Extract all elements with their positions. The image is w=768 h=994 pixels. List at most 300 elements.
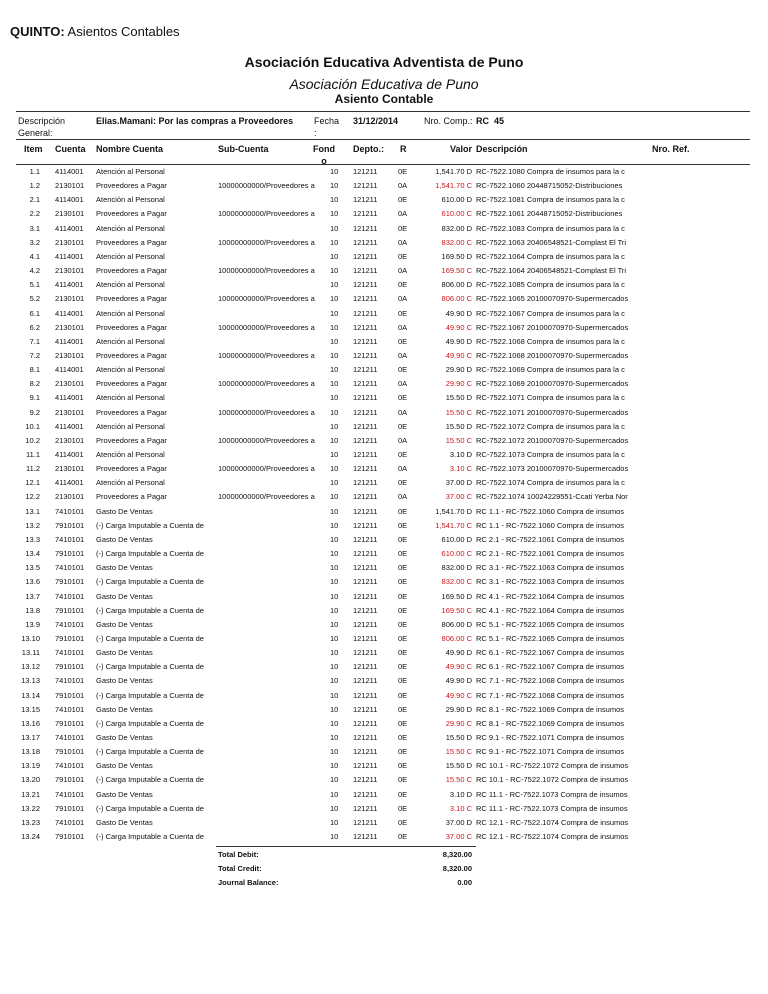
cell-valor: 29.90 C: [445, 718, 472, 728]
cell-r: 0E: [398, 718, 408, 728]
cell-depto: 121211: [353, 803, 378, 813]
table-row: [0, 816, 768, 830]
cell-r: 0A: [398, 209, 408, 219]
col-cuenta: Cuenta: [55, 144, 86, 154]
cell-valor: 49.90 C: [445, 322, 472, 332]
cell-nombre: (-) Carga Imputable a Cuenta de: [96, 747, 204, 757]
cell-depto: 121211: [353, 478, 378, 488]
cell-item: 13.15: [21, 704, 40, 714]
cell-descripcion: RC 9.1 - RC-7522.1071 Compra de insumos: [476, 733, 624, 742]
cell-fondo: 10: [330, 280, 339, 290]
cell-fondo: 10: [330, 803, 339, 813]
cell-item: 8.1: [29, 365, 40, 375]
cell-r: 0E: [398, 690, 408, 700]
cell-r: 0E: [398, 336, 408, 346]
cell-depto: 121211: [353, 280, 378, 290]
cell-item: 13.5: [25, 563, 40, 573]
cell-nombre: Gasto De Ventas: [96, 676, 153, 686]
cell-depto: 121211: [353, 619, 378, 629]
table-row: [0, 476, 768, 490]
cell-nombre: Atención al Personal: [96, 393, 165, 403]
cell-item: 1.1: [29, 167, 40, 176]
cell-descripcion: RC 9.1 - RC-7522.1071 Compra de insumos: [476, 747, 624, 757]
cell-valor: 49.90 C: [445, 350, 472, 360]
cell-r: 0E: [398, 733, 408, 742]
section-label: [10, 24, 180, 39]
cell-nombre: Proveedores a Pagar: [96, 209, 167, 219]
table-row: [0, 689, 768, 703]
cell-item: 10.2: [25, 435, 40, 445]
cell-cuenta: 2130101: [55, 237, 85, 247]
cell-valor: 832.00 D: [441, 563, 472, 573]
cell-nombre: Atención al Personal: [96, 280, 165, 290]
table-row: [0, 519, 768, 533]
fecha-value: 31/12/2014: [353, 116, 399, 126]
cell-depto: 121211: [353, 322, 378, 332]
cell-depto: 121211: [353, 421, 378, 431]
table-row: [0, 773, 768, 787]
cell-fondo: 10: [330, 478, 339, 488]
cell-valor: 806.00 C: [441, 633, 472, 643]
cell-valor: 29.90 D: [445, 704, 472, 714]
table-row: [0, 406, 768, 420]
cell-fondo: 10: [330, 492, 339, 502]
cell-depto: 121211: [353, 549, 378, 559]
cell-descripcion: RC-7522.1063 20406548521-Complast El Tri: [476, 237, 627, 247]
cell-item: 13.7: [25, 591, 40, 601]
cell-valor: 832.00 C: [441, 577, 472, 587]
cell-fondo: 10: [330, 747, 339, 757]
cell-depto: 121211: [353, 520, 378, 530]
cell-cuenta: 7910101: [55, 577, 85, 587]
cell-depto: 121211: [353, 633, 378, 643]
cell-valor: 3.10 C: [449, 803, 472, 813]
cell-descripcion: RC-7522.1071 20100070970-Supermercados: [476, 407, 629, 417]
col-item: Item: [24, 144, 43, 154]
cell-descripcion: RC 8.1 - RC-7522.1069 Compra de insumos: [476, 704, 624, 714]
cell-cuenta: 7410101: [55, 733, 85, 742]
cell-cuenta: 2130101: [55, 209, 85, 219]
table-row: [0, 448, 768, 462]
cell-fondo: 10: [330, 350, 339, 360]
cell-depto: 121211: [353, 690, 378, 700]
organization-name: Asociación Educativa Adventista de Puno: [244, 54, 524, 70]
cell-depto: 121211: [353, 761, 378, 771]
table-row: [0, 307, 768, 321]
cell-cuenta: 4114001: [55, 308, 84, 318]
cell-r: 0E: [398, 223, 408, 233]
table-row: [0, 335, 768, 349]
cell-valor: 49.90 C: [445, 662, 472, 672]
cell-item: 12.1: [25, 478, 40, 488]
cell-descripcion: RC-7522.1067 Compra de insumos para la c: [476, 308, 625, 318]
cell-depto: 121211: [353, 662, 378, 672]
cell-item: 13.11: [21, 648, 40, 658]
cell-cuenta: 7910101: [55, 662, 85, 672]
cell-r: 0A: [398, 435, 408, 445]
cell-r: 0E: [398, 747, 408, 757]
cell-valor: 49.90 D: [445, 336, 472, 346]
cell-subcuenta: 10000000000/Proveedores a: [218, 181, 315, 191]
cell-r: 0A: [398, 492, 408, 502]
cell-descripcion: RC-7522.1061 20448715052-Distribuciones: [476, 209, 623, 219]
cell-nombre: (-) Carga Imputable a Cuenta de: [96, 662, 204, 672]
cell-r: 0A: [398, 266, 408, 276]
cell-depto: 121211: [353, 294, 378, 304]
table-row: [0, 292, 768, 306]
table-row: [0, 788, 768, 802]
cell-depto: 121211: [353, 718, 378, 728]
cell-descripcion: RC 4.1 - RC-7522.1064 Compra de insumos: [476, 605, 624, 615]
cell-depto: 121211: [353, 237, 378, 247]
cell-depto: 121211: [353, 789, 378, 799]
cell-cuenta: 4114001: [55, 336, 84, 346]
cell-subcuenta: 10000000000/Proveedores a: [218, 492, 315, 502]
cell-valor: 37.00 C: [445, 832, 472, 842]
cell-descripcion: RC 10.1 - RC-7522.1072 Compra de insumos: [476, 761, 629, 771]
cell-valor: 15.50 C: [445, 775, 472, 785]
cell-item: 7.2: [29, 350, 40, 360]
cell-fondo: 10: [330, 817, 339, 827]
cell-descripcion: RC 5.1 - RC-7522.1065 Compra de insumos: [476, 633, 624, 643]
cell-nombre: (-) Carga Imputable a Cuenta de: [96, 577, 204, 587]
table-row: [0, 462, 768, 476]
cell-nombre: Proveedores a Pagar: [96, 464, 167, 474]
cell-nombre: Proveedores a Pagar: [96, 181, 167, 191]
table-row: [0, 632, 768, 646]
cell-fondo: 10: [330, 237, 339, 247]
cell-nombre: Atención al Personal: [96, 251, 165, 261]
cell-valor: 1,541.70 C: [435, 181, 472, 191]
cell-valor: 15.50 D: [445, 761, 472, 771]
cell-depto: 121211: [353, 450, 378, 459]
total-debit-value: 8,320.00: [442, 850, 472, 859]
cell-depto: 121211: [353, 167, 378, 176]
cell-depto: 121211: [353, 648, 378, 658]
cell-fondo: 10: [330, 676, 339, 686]
cell-item: 13.14: [21, 690, 40, 700]
cell-cuenta: 7410101: [55, 648, 85, 658]
cell-r: 0E: [398, 591, 408, 601]
cell-depto: 121211: [353, 251, 378, 261]
cell-item: 13.3: [25, 534, 40, 544]
cell-descripcion: RC-7522.1073 20100070970-Supermercados: [476, 464, 629, 474]
cell-r: 0E: [398, 478, 408, 488]
cell-descripcion: RC 3.1 - RC-7522.1063 Compra de insumos: [476, 563, 624, 573]
cell-cuenta: 7410101: [55, 676, 85, 686]
cell-nombre: Proveedores a Pagar: [96, 322, 167, 332]
table-row: [0, 434, 768, 448]
cell-cuenta: 2130101: [55, 407, 85, 417]
cell-r: 0E: [398, 520, 408, 530]
cell-item: 4.1: [29, 251, 40, 261]
cell-cuenta: 7410101: [55, 817, 85, 827]
cell-item: 6.2: [29, 322, 40, 332]
cell-nombre: Proveedores a Pagar: [96, 435, 167, 445]
cell-descripcion: RC 6.1 - RC-7522.1067 Compra de insumos: [476, 648, 624, 658]
cell-depto: 121211: [353, 336, 378, 346]
cell-descripcion: RC-7522.1067 20100070970-Supermercados: [476, 322, 629, 332]
cell-descripcion: RC-7522.1081 Compra de insumos para la c: [476, 195, 625, 205]
cell-item: 10.1: [25, 421, 40, 431]
cell-depto: 121211: [353, 733, 378, 742]
cell-item: 9.2: [29, 407, 40, 417]
cell-nombre: (-) Carga Imputable a Cuenta de: [96, 633, 204, 643]
cell-subcuenta: 10000000000/Proveedores a: [218, 237, 315, 247]
cell-valor: 169.50 D: [441, 591, 472, 601]
cell-nombre: Proveedores a Pagar: [96, 492, 167, 502]
cell-item: 2.1: [29, 195, 40, 205]
cell-fondo: 10: [330, 718, 339, 728]
cell-item: 9.1: [29, 393, 40, 403]
cell-subcuenta: 10000000000/Proveedores a: [218, 209, 315, 219]
cell-r: 0A: [398, 237, 408, 247]
cell-item: 13.6: [25, 577, 40, 587]
cell-depto: 121211: [353, 223, 378, 233]
cell-descripcion: RC-7522.1065 20100070970-Supermercados: [476, 294, 629, 304]
cell-descripcion: RC-7522.1064 20406548521-Complast El Tri: [476, 266, 627, 276]
cell-subcuenta: 10000000000/Proveedores a: [218, 435, 315, 445]
cell-cuenta: 4114001: [55, 167, 84, 176]
cell-subcuenta: 10000000000/Proveedores a: [218, 266, 315, 276]
cell-fondo: 10: [330, 704, 339, 714]
cell-cuenta: 2130101: [55, 322, 85, 332]
cell-depto: 121211: [353, 365, 378, 375]
cell-cuenta: 4114001: [55, 223, 84, 233]
cell-valor: 610.00 D: [441, 534, 472, 544]
cell-r: 0E: [398, 775, 408, 785]
table-row: [0, 363, 768, 377]
cell-fondo: 10: [330, 520, 339, 530]
col-descripcion: Descripción: [476, 144, 528, 154]
cell-depto: 121211: [353, 775, 378, 785]
cell-item: 11.2: [25, 464, 40, 474]
cell-item: 13.10: [21, 633, 40, 643]
cell-fondo: 10: [330, 450, 339, 459]
cell-cuenta: 2130101: [55, 181, 85, 191]
cell-valor: 15.50 C: [445, 407, 472, 417]
cell-valor: 15.50 C: [445, 747, 472, 757]
cell-cuenta: 4114001: [55, 450, 84, 459]
cell-cuenta: 2130101: [55, 266, 85, 276]
col-fondo: Fond o: [313, 144, 335, 166]
cell-nombre: Atención al Personal: [96, 195, 165, 205]
cell-valor: 806.00 D: [441, 619, 472, 629]
cell-nombre: Atención al Personal: [96, 336, 165, 346]
header-rule: [16, 139, 750, 140]
cell-item: 3.1: [29, 223, 40, 233]
cell-item: 1.2: [29, 181, 40, 191]
cell-item: 8.2: [29, 379, 40, 389]
table-row: [0, 420, 768, 434]
table-row: [0, 575, 768, 589]
cell-item: 7.1: [29, 336, 40, 346]
cell-nombre: Gasto De Ventas: [96, 563, 153, 573]
cell-item: 2.2: [29, 209, 40, 219]
cell-fondo: 10: [330, 789, 339, 799]
cell-cuenta: 7910101: [55, 747, 85, 757]
cell-nombre: Gasto De Ventas: [96, 534, 153, 544]
cell-valor: 15.50 D: [445, 733, 472, 742]
cell-nombre: Atención al Personal: [96, 450, 165, 459]
cell-r: 0A: [398, 181, 408, 191]
cell-depto: 121211: [353, 704, 378, 714]
cell-descripcion: RC 11.1 - RC-7522.1073 Compra de insumos: [476, 789, 628, 799]
cell-cuenta: 7410101: [55, 506, 85, 516]
cell-depto: 121211: [353, 435, 378, 445]
cell-descripcion: RC-7522.1071 Compra de insumos para la c: [476, 393, 625, 403]
table-row: [0, 207, 768, 221]
table-row: [0, 590, 768, 604]
cell-r: 0E: [398, 421, 408, 431]
cell-depto: 121211: [353, 676, 378, 686]
cell-r: 0E: [398, 393, 408, 403]
cell-cuenta: 4114001: [55, 251, 84, 261]
table-row: [0, 561, 768, 575]
cell-item: 13.16: [21, 718, 40, 728]
cell-depto: 121211: [353, 209, 378, 219]
cell-r: 0E: [398, 761, 408, 771]
cell-fondo: 10: [330, 633, 339, 643]
table-row: [0, 490, 768, 504]
cell-fondo: 10: [330, 832, 339, 842]
cell-cuenta: 2130101: [55, 464, 85, 474]
cell-subcuenta: 10000000000/Proveedores a: [218, 407, 315, 417]
cell-depto: 121211: [353, 817, 378, 827]
description-value: Elias.Mamani: Por las compras a Proveedores: [96, 116, 294, 126]
section-label-text: Asientos Contables: [64, 24, 180, 39]
cell-r: 0E: [398, 803, 408, 813]
total-credit-label: Total Credit:: [218, 864, 262, 873]
cell-fondo: 10: [330, 619, 339, 629]
cell-r: 0A: [398, 464, 408, 474]
cell-r: 0E: [398, 563, 408, 573]
cell-r: 0E: [398, 605, 408, 615]
cell-fondo: 10: [330, 605, 339, 615]
cell-r: 0E: [398, 280, 408, 290]
cell-r: 0E: [398, 365, 408, 375]
cell-item: 3.2: [29, 237, 40, 247]
cell-cuenta: 4114001: [55, 393, 84, 403]
cell-subcuenta: 10000000000/Proveedores a: [218, 379, 315, 389]
cell-valor: 806.00 D: [441, 280, 472, 290]
cell-item: 5.2: [29, 294, 40, 304]
cell-descripcion: RC 12.1 - RC-7522.1074 Compra de insumos: [476, 832, 629, 842]
cell-nombre: Proveedores a Pagar: [96, 294, 167, 304]
cell-nombre: (-) Carga Imputable a Cuenta de: [96, 775, 204, 785]
col-nro-ref: Nro. Ref.: [652, 144, 690, 154]
cell-nombre: Gasto De Ventas: [96, 817, 153, 827]
cell-depto: 121211: [353, 506, 378, 516]
cell-fondo: 10: [330, 379, 339, 389]
table-row: [0, 618, 768, 632]
cell-fondo: 10: [330, 662, 339, 672]
cell-cuenta: 7410101: [55, 534, 85, 544]
journal-balance-label: Journal Balance:: [218, 878, 279, 887]
cell-fondo: 10: [330, 506, 339, 516]
cell-nombre: Proveedores a Pagar: [96, 237, 167, 247]
cell-fondo: 10: [330, 648, 339, 658]
cell-fondo: 10: [330, 435, 339, 445]
cell-valor: 37.00 D: [445, 478, 472, 488]
cell-nombre: (-) Carga Imputable a Cuenta de: [96, 690, 204, 700]
cell-descripcion: RC-7522.1080 Compra de insumos para la c: [476, 167, 625, 176]
cell-cuenta: 7410101: [55, 619, 85, 629]
journal-balance-value: 0.00: [457, 878, 472, 887]
cell-valor: 832.00 D: [441, 223, 472, 233]
cell-cuenta: 4114001: [55, 365, 84, 375]
cell-nombre: (-) Carga Imputable a Cuenta de: [96, 520, 204, 530]
cell-item: 6.1: [29, 308, 40, 318]
cell-descripcion: RC-7522.1069 20100070970-Supermercados: [476, 379, 629, 389]
totals-rule: [216, 846, 476, 847]
cell-depto: 121211: [353, 605, 378, 615]
cell-nombre: Gasto De Ventas: [96, 704, 153, 714]
cell-nombre: (-) Carga Imputable a Cuenta de: [96, 832, 204, 842]
table-row: [0, 278, 768, 292]
cell-depto: 121211: [353, 832, 378, 842]
cell-descripcion: RC-7522.1083 Compra de insumos para la c: [476, 223, 625, 233]
cell-r: 0E: [398, 506, 408, 516]
cell-item: 13.4: [25, 549, 40, 559]
cell-valor: 3.10 C: [449, 464, 472, 474]
cell-descripcion: RC 2.1 - RC-7522.1061 Compra de insumos: [476, 534, 624, 544]
cell-cuenta: 4114001: [55, 478, 84, 488]
cell-item: 13.21: [21, 789, 40, 799]
cell-fondo: 10: [330, 308, 339, 318]
cell-fondo: 10: [330, 294, 339, 304]
table-row: [0, 321, 768, 335]
cell-item: 13.2: [25, 520, 40, 530]
cell-r: 0A: [398, 322, 408, 332]
cell-cuenta: 7410101: [55, 591, 85, 601]
cell-valor: 49.90 D: [445, 648, 472, 658]
cell-fondo: 10: [330, 195, 339, 205]
cell-cuenta: 7410101: [55, 563, 85, 573]
cell-descripcion: RC-7522.1073 Compra de insumos para la c: [476, 450, 625, 459]
cell-r: 0E: [398, 817, 408, 827]
table-row: [0, 604, 768, 618]
section-label-bold: QUINTO:: [10, 24, 65, 39]
cell-cuenta: 2130101: [55, 435, 85, 445]
cell-nombre: Atención al Personal: [96, 223, 165, 233]
cell-cuenta: 4114001: [55, 195, 84, 205]
cell-descripcion: RC 12.1 - RC-7522.1074 Compra de insumos: [476, 817, 629, 827]
cell-valor: 3.10 D: [449, 789, 472, 799]
cell-item: 4.2: [29, 266, 40, 276]
nro-comp-label: Nro. Comp.:: [424, 116, 473, 126]
cell-item: 13.24: [21, 832, 40, 842]
cell-r: 0E: [398, 619, 408, 629]
cell-cuenta: 2130101: [55, 294, 85, 304]
cell-nombre: (-) Carga Imputable a Cuenta de: [96, 718, 204, 728]
cell-descripcion: RC-7522.1085 Compra de insumos para la c: [476, 280, 625, 290]
cell-valor: 169.50 C: [441, 266, 472, 276]
table-row: [0, 830, 768, 844]
table-row: [0, 179, 768, 193]
table-row: [0, 222, 768, 236]
cell-cuenta: 7910101: [55, 690, 85, 700]
cell-nombre: Proveedores a Pagar: [96, 379, 167, 389]
cell-descripcion: RC-7522.1072 20100070970-Supermercados: [476, 435, 629, 445]
cell-r: 0E: [398, 832, 408, 842]
table-row: [0, 547, 768, 561]
table-row: [0, 391, 768, 405]
cell-r: 0E: [398, 195, 408, 205]
cell-valor: 610.00 D: [441, 195, 472, 205]
cell-fondo: 10: [330, 181, 339, 191]
cell-r: 0E: [398, 789, 408, 799]
